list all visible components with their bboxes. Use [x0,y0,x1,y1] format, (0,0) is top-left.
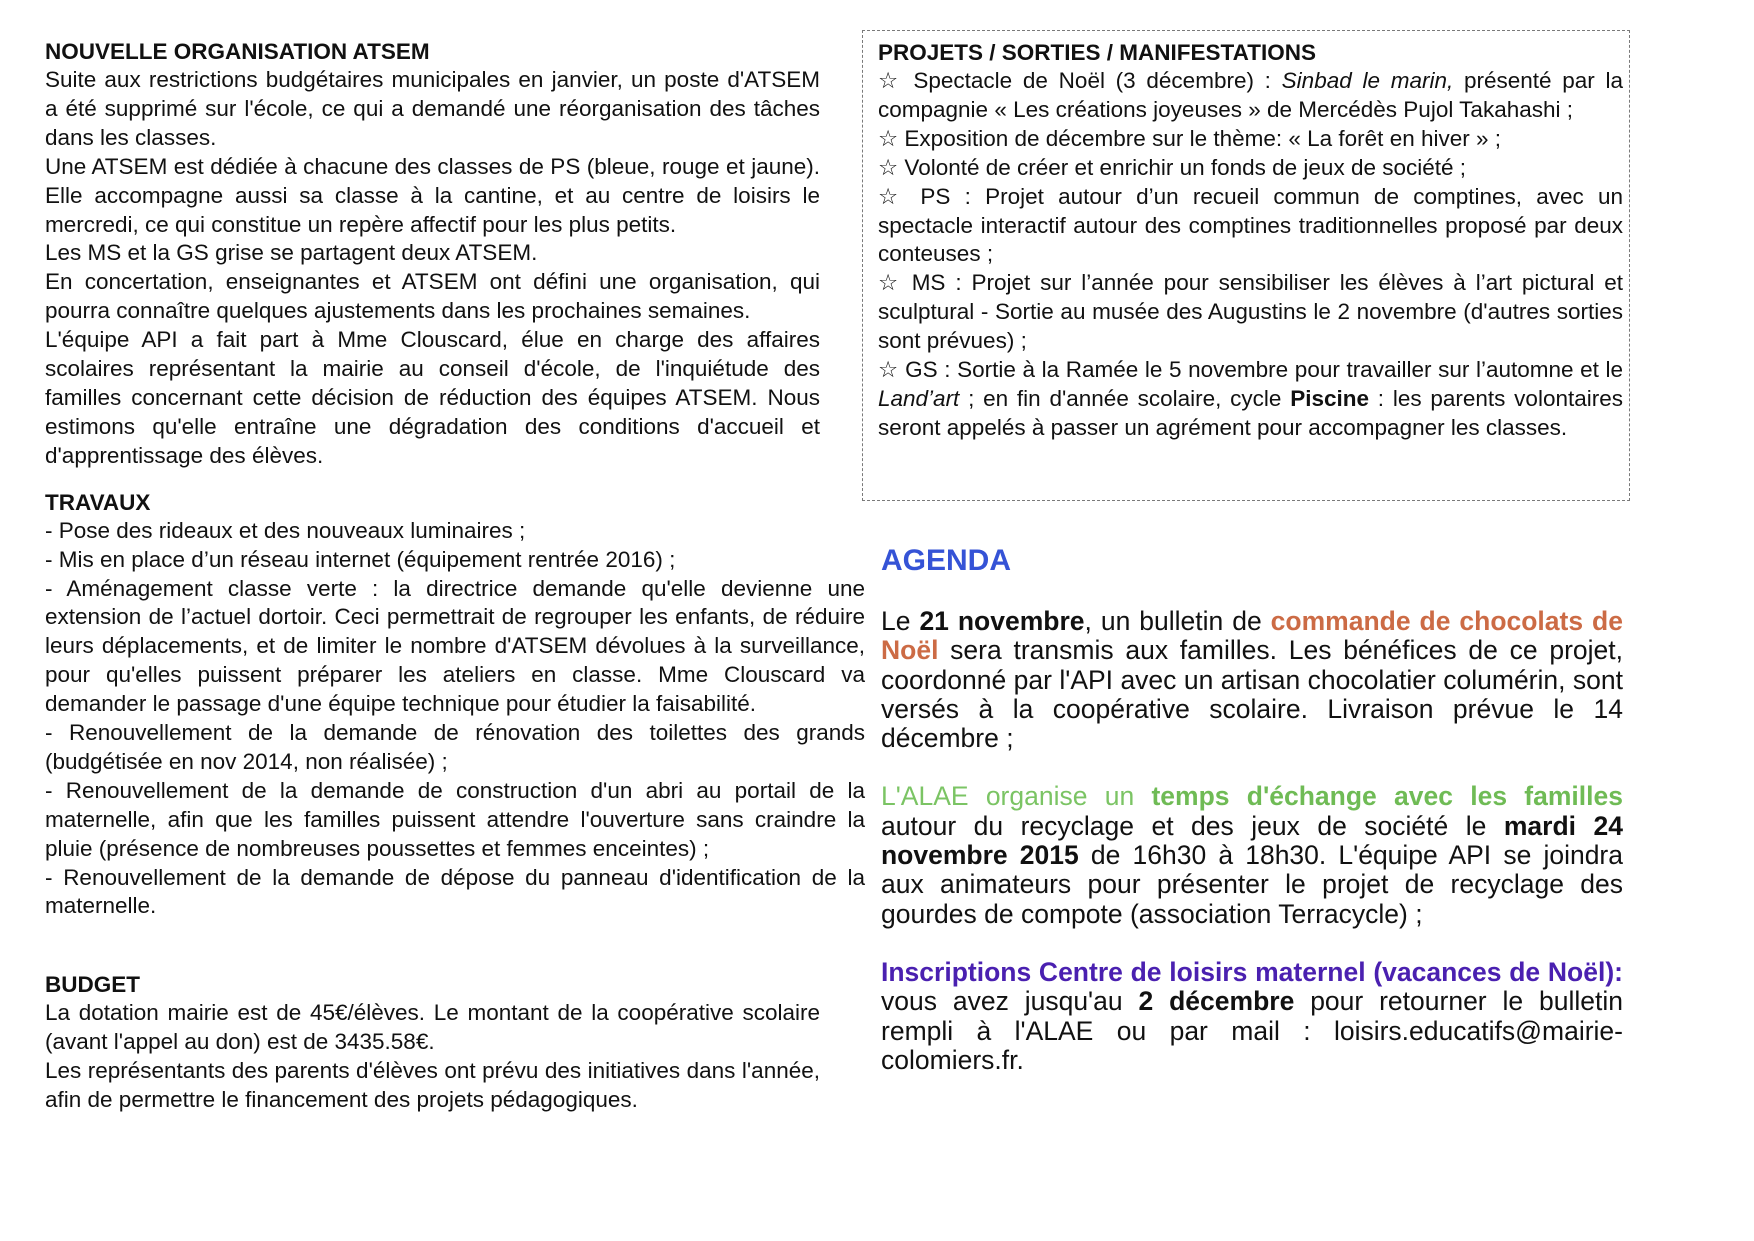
travaux-item: - Renouvellement de la demande de rénovation des toilettes des grands (budgétisée en nov 2014, non réalisée) ; [45,720,865,774]
travaux-item: - Aménagement classe verte : la directrice demande qu'elle devienne une extension de l’actuel dortoir. Ceci permettrait de regrouper les enfants, de réduire leurs déplacements, et de limiter le nombre d'ATSEM dévolues à la surveillance, pour qu'elles puissent préparer les ateliers en classe. Mme Clouscard va demander le passage d'une équipe technique pour étudier la faisabilité. [45,575,865,717]
star-icon: ☆ [878,270,902,296]
agenda-item-chocolats: Le 21 novembre, un bulletin de commande de chocolats de Noël sera transmis aux familles. Les bénéfices de ce projet, coordonné par l'API avec un artisan chocolatier columérin, sont versés à la coopérative scolaire. Livraison prévue le 14 décembre ; [881,606,1623,754]
star-icon: ☆ [878,68,903,93]
chocolats-highlight: commande de chocolats de Noël [881,606,1623,666]
atsem-heading: NOUVELLE ORGANISATION ATSEM [45,39,430,64]
projets-item: ☆ Exposition de décembre sur le thème: « La forêt en hiver » ; [878,125,1502,151]
left-column [45,38,865,1115]
agenda-item-alae: L'ALAE organise un temps d'échange avec les familles autour du recyclage et des jeux de société le mardi 24 novembre 2015 de 16h30 à 18h30. L'équipe API se joindra aux animateurs pour présenter le projet de recyclage des gourdes de compote (association Terracycle) ; [881,781,1623,929]
agenda-item-inscriptions: Inscriptions Centre de loisirs maternel (vacances de Noël): vous avez jusqu'au 2 décembre pour retourner le bulletin rempli à l'ALAE ou par mail : loisirs.educatifs@mairie-colomiers.fr. [881,956,1623,1075]
agenda-section [881,543,1623,1075]
star-icon: ☆ [878,154,899,180]
atsem-paragraph: L'équipe API a fait part à Mme Clouscard, élue en charge des affaires scolaires représentant la mairie au conseil d'école, de l'inquiétude des familles concernant cette décision de réduction des équipes ATSEM. Nous estimons qu'elle entraîne une dégradation des conditions d'accueil et d'apprentissage des élèves. [45,327,820,468]
travaux-section [45,489,865,922]
budget-heading: BUDGET [45,972,140,998]
budget-paragraph: La dotation mairie est de 45€/élèves. Le montant de la coopérative scolaire (avant l'appel au don) est de 3435.58€. [45,1000,820,1055]
travaux-item: - Pose des rideaux et des nouveaux luminaires ; [45,517,526,543]
atsem-paragraph: Les MS et la GS grise se partagent deux ATSEM. [45,240,538,266]
star-icon: ☆ [878,183,907,209]
star-icon: ☆ [878,357,899,383]
piscine-label: Piscine [1290,385,1370,411]
atsem-section [45,38,865,471]
projets-item: ☆ PS : Projet autour d’un recueil commun de comptines, avec un spectacle interactif autour des comptines traditionnelles proposé par deux conteuses ; [878,183,1624,267]
star-icon: ☆ [878,125,899,151]
projets-item: ☆ GS : Sortie à la Ramée le 5 novembre pour travailler sur l’automne et le Land’art ; en fin d'année scolaire, cycle Piscine : les parents volontaires seront appelés à passer un agrément pour accompagner les classes. [878,357,1623,440]
travaux-heading: TRAVAUX [45,489,151,515]
projets-item: ☆ Spectacle de Noël (3 décembre) : Sinbad le marin, présenté par la compagnie « Les créations joyeuses » de Mercédès Pujol Takahashi ; [878,68,1623,122]
inscriptions-highlight: Inscriptions Centre de loisirs maternel (vacances de Noël): [881,956,1623,987]
travaux-item: - Renouvellement de la demande de construction d'un abri au portail de la maternelle, afin que les familles puissent attendre l'ouverture sans craindre la pluie (présence de nombreuses poussettes et femmes enceintes) ; [45,777,865,861]
show-title: Sinbad le marin, [1281,68,1454,93]
projets-box [862,30,1630,501]
projets-item: ☆ Volonté de créer et enrichir un fonds de jeux de société ; [878,154,1467,180]
agenda-heading: AGENDA [881,544,1012,577]
projets-heading: PROJETS / SORTIES / MANIFESTATIONS [878,40,1316,65]
echange-highlight: temps d'échange avec les familles [1151,781,1623,812]
atsem-paragraph: En concertation, enseignantes et ATSEM ont défini une organisation, qui pourra connaître quelques ajustements dans les prochaines semaines. [45,269,820,324]
travaux-item: - Renouvellement de la demande de dépose du panneau d'identification de la maternelle. [45,864,865,919]
atsem-paragraph: Une ATSEM est dédiée à chacune des classes de PS (bleue, rouge et jaune). Elle accompagne aussi sa classe à la cantine, et au centre de loisirs le mercredi, ce qui constitue un repère affectif pour les plus petits. [45,153,820,237]
budget-paragraph: Les représentants des parents d'élèves ont prévu des initiatives dans l'année, afin de permettre le financement des projets pédagogiques. [45,1058,820,1113]
projets-item: ☆ MS : Projet sur l’année pour sensibiliser les élèves à l’art pictural et sculptural - Sortie au musée des Augustins le 2 novembre (d'autres sorties sont prévues) ; [878,270,1624,354]
atsem-paragraph: Suite aux restrictions budgétaires municipales en janvier, un poste d'ATSEM a été supprimé sur l'école, ce qui a demandé une réorganisation des tâches dans les classes. [45,67,820,150]
land-art: Land’art [878,385,960,411]
budget-section [45,971,865,1115]
travaux-item: - Mis en place d’un réseau internet (équipement rentrée 2016) ; [45,546,676,572]
